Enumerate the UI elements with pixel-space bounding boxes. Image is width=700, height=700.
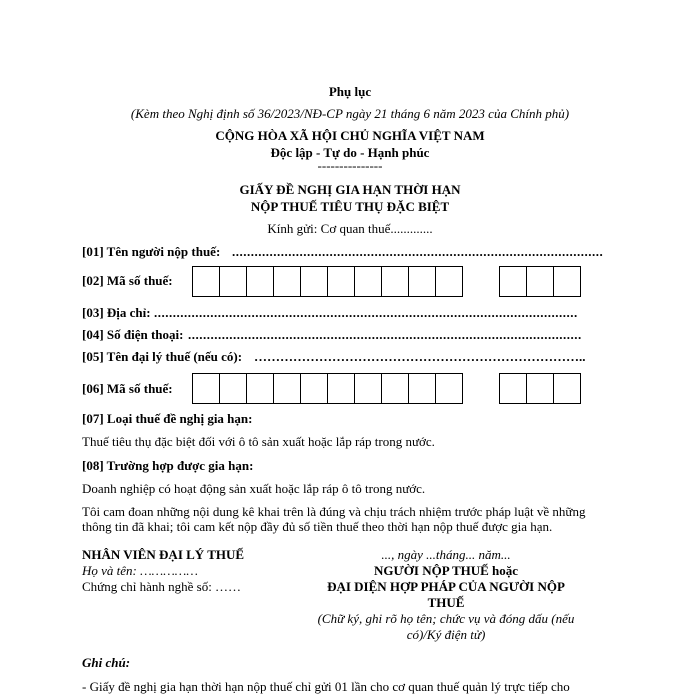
digit-box[interactable] — [327, 266, 355, 297]
agent-name-label: Họ và tên: …………… — [82, 563, 198, 578]
digit-box[interactable] — [499, 266, 527, 297]
field-03-dots[interactable]: ................................................................................................................. — [154, 305, 578, 320]
digit-box[interactable] — [408, 373, 436, 404]
digit-box[interactable] — [300, 373, 328, 404]
agent-name-field[interactable] — [82, 563, 198, 579]
tax-code-boxes-06[interactable] — [192, 373, 463, 404]
appendix-title: Phụ lục — [328, 84, 372, 99]
form-title-line2: NỘP THUẾ TIÊU THỤ ĐẶC BIỆT — [250, 199, 450, 214]
commitment-line2: thông tin đã khai; tôi cam kết nộp đầy đủ số tiền thuế theo thời hạn nộp thuế được gia hạn. — [82, 519, 553, 534]
field-05-label: [05] Tên đại lý thuế (nếu có): — [82, 349, 243, 364]
tax-code-suffix-boxes-02[interactable] — [499, 266, 581, 297]
digit-box[interactable] — [435, 266, 463, 297]
digit-box[interactable] — [273, 373, 301, 404]
field-03-label: [03] Địa chỉ: — [82, 305, 151, 320]
digit-box[interactable] — [192, 373, 220, 404]
field-04-label: [04] Số điện thoại: — [82, 327, 184, 342]
digit-box[interactable] — [273, 266, 301, 297]
field-01-dots[interactable]: ................................................................................................... — [232, 244, 604, 259]
agent-cert-field[interactable]: Chứng chỉ hành nghề số: …… — [82, 579, 242, 594]
digit-box[interactable] — [553, 266, 581, 297]
digit-box[interactable] — [354, 266, 382, 297]
form-title-line1: GIẤY ĐỀ NGHỊ GIA HẠN THỜI HẠN — [239, 182, 461, 197]
tax-code-boxes-02[interactable] — [192, 266, 463, 297]
digit-box[interactable] — [499, 373, 527, 404]
tax-code-suffix-boxes-06[interactable] — [499, 373, 581, 404]
signer-line3: THUẾ — [427, 595, 465, 610]
digit-box[interactable] — [354, 373, 382, 404]
digit-box[interactable] — [381, 373, 409, 404]
digit-box[interactable] — [246, 266, 274, 297]
field-05-dots[interactable]: ………………………………………………………………….. — [254, 349, 586, 364]
digit-box[interactable] — [327, 373, 355, 404]
field-06-label: [06] Mã số thuế: — [82, 381, 173, 396]
digit-box[interactable] — [408, 266, 436, 297]
field-04-dots[interactable]: ......................................................................................................... — [188, 327, 582, 342]
addressee: Kính gửi: Cơ quan thuế............. — [267, 221, 433, 236]
note-1: - Giấy đề nghị gia hạn thời hạn nộp thuế chỉ gửi 01 lần cho cơ quan thuế quản lý trực tiếp cho — [82, 679, 570, 694]
appendix-subtitle: (Kèm theo Nghị định số 36/2023/NĐ-CP ngày 21 tháng 6 năm 2023 của Chính phủ) — [130, 106, 570, 121]
notes-title: Ghi chú: — [82, 655, 131, 670]
signer-date-line: ..., ngày ...tháng... năm... — [381, 547, 511, 562]
digit-box[interactable] — [219, 266, 247, 297]
field-07-label: [07] Loại thuế đề nghị gia hạn: — [82, 411, 253, 426]
field-08-label: [08] Trường hợp được gia hạn: — [82, 458, 254, 473]
signer-note2: có)/Ký điện tử) — [406, 627, 486, 642]
signer-note1: (Chữ ký, ghi rõ họ tên; chức vụ và đóng dấu (nếu — [317, 611, 575, 626]
field-01-label: [01] Tên người nộp thuế: — [82, 244, 221, 259]
digit-box[interactable] — [381, 266, 409, 297]
digit-box[interactable] — [219, 373, 247, 404]
digit-box[interactable] — [192, 266, 220, 297]
commitment-line1: Tôi cam đoan những nội dung kê khai trên là đúng và chịu trách nhiệm trước pháp luật về những — [82, 504, 586, 519]
digit-box[interactable] — [246, 373, 274, 404]
digit-box[interactable] — [526, 266, 554, 297]
signer-line2: ĐẠI DIỆN HỢP PHÁP CỦA NGƯỜI NỘP — [327, 579, 565, 594]
field-07-value: Thuế tiêu thụ đặc biệt đối với ô tô sản xuất hoặc lắp ráp trong nước. — [82, 434, 435, 449]
motto: Độc lập - Tự do - Hạnh phúc — [270, 145, 430, 160]
signer-line1: NGƯỜI NỘP THUẾ hoặc — [373, 563, 519, 578]
agent-title: NHÂN VIÊN ĐẠI LÝ THUẾ — [82, 547, 245, 562]
digit-box[interactable] — [435, 373, 463, 404]
national-title: CỘNG HÒA XÃ HỘI CHỦ NGHĨA VIỆT NAM — [215, 128, 485, 143]
digit-box[interactable] — [300, 266, 328, 297]
field-08-value: Doanh nghiệp có hoạt động sản xuất hoặc lắp ráp ô tô trong nước. — [82, 481, 426, 496]
digit-box[interactable] — [553, 373, 581, 404]
digit-box[interactable] — [526, 373, 554, 404]
field-02-label: [02] Mã số thuế: — [82, 273, 173, 288]
separator: --------------- — [317, 158, 383, 173]
